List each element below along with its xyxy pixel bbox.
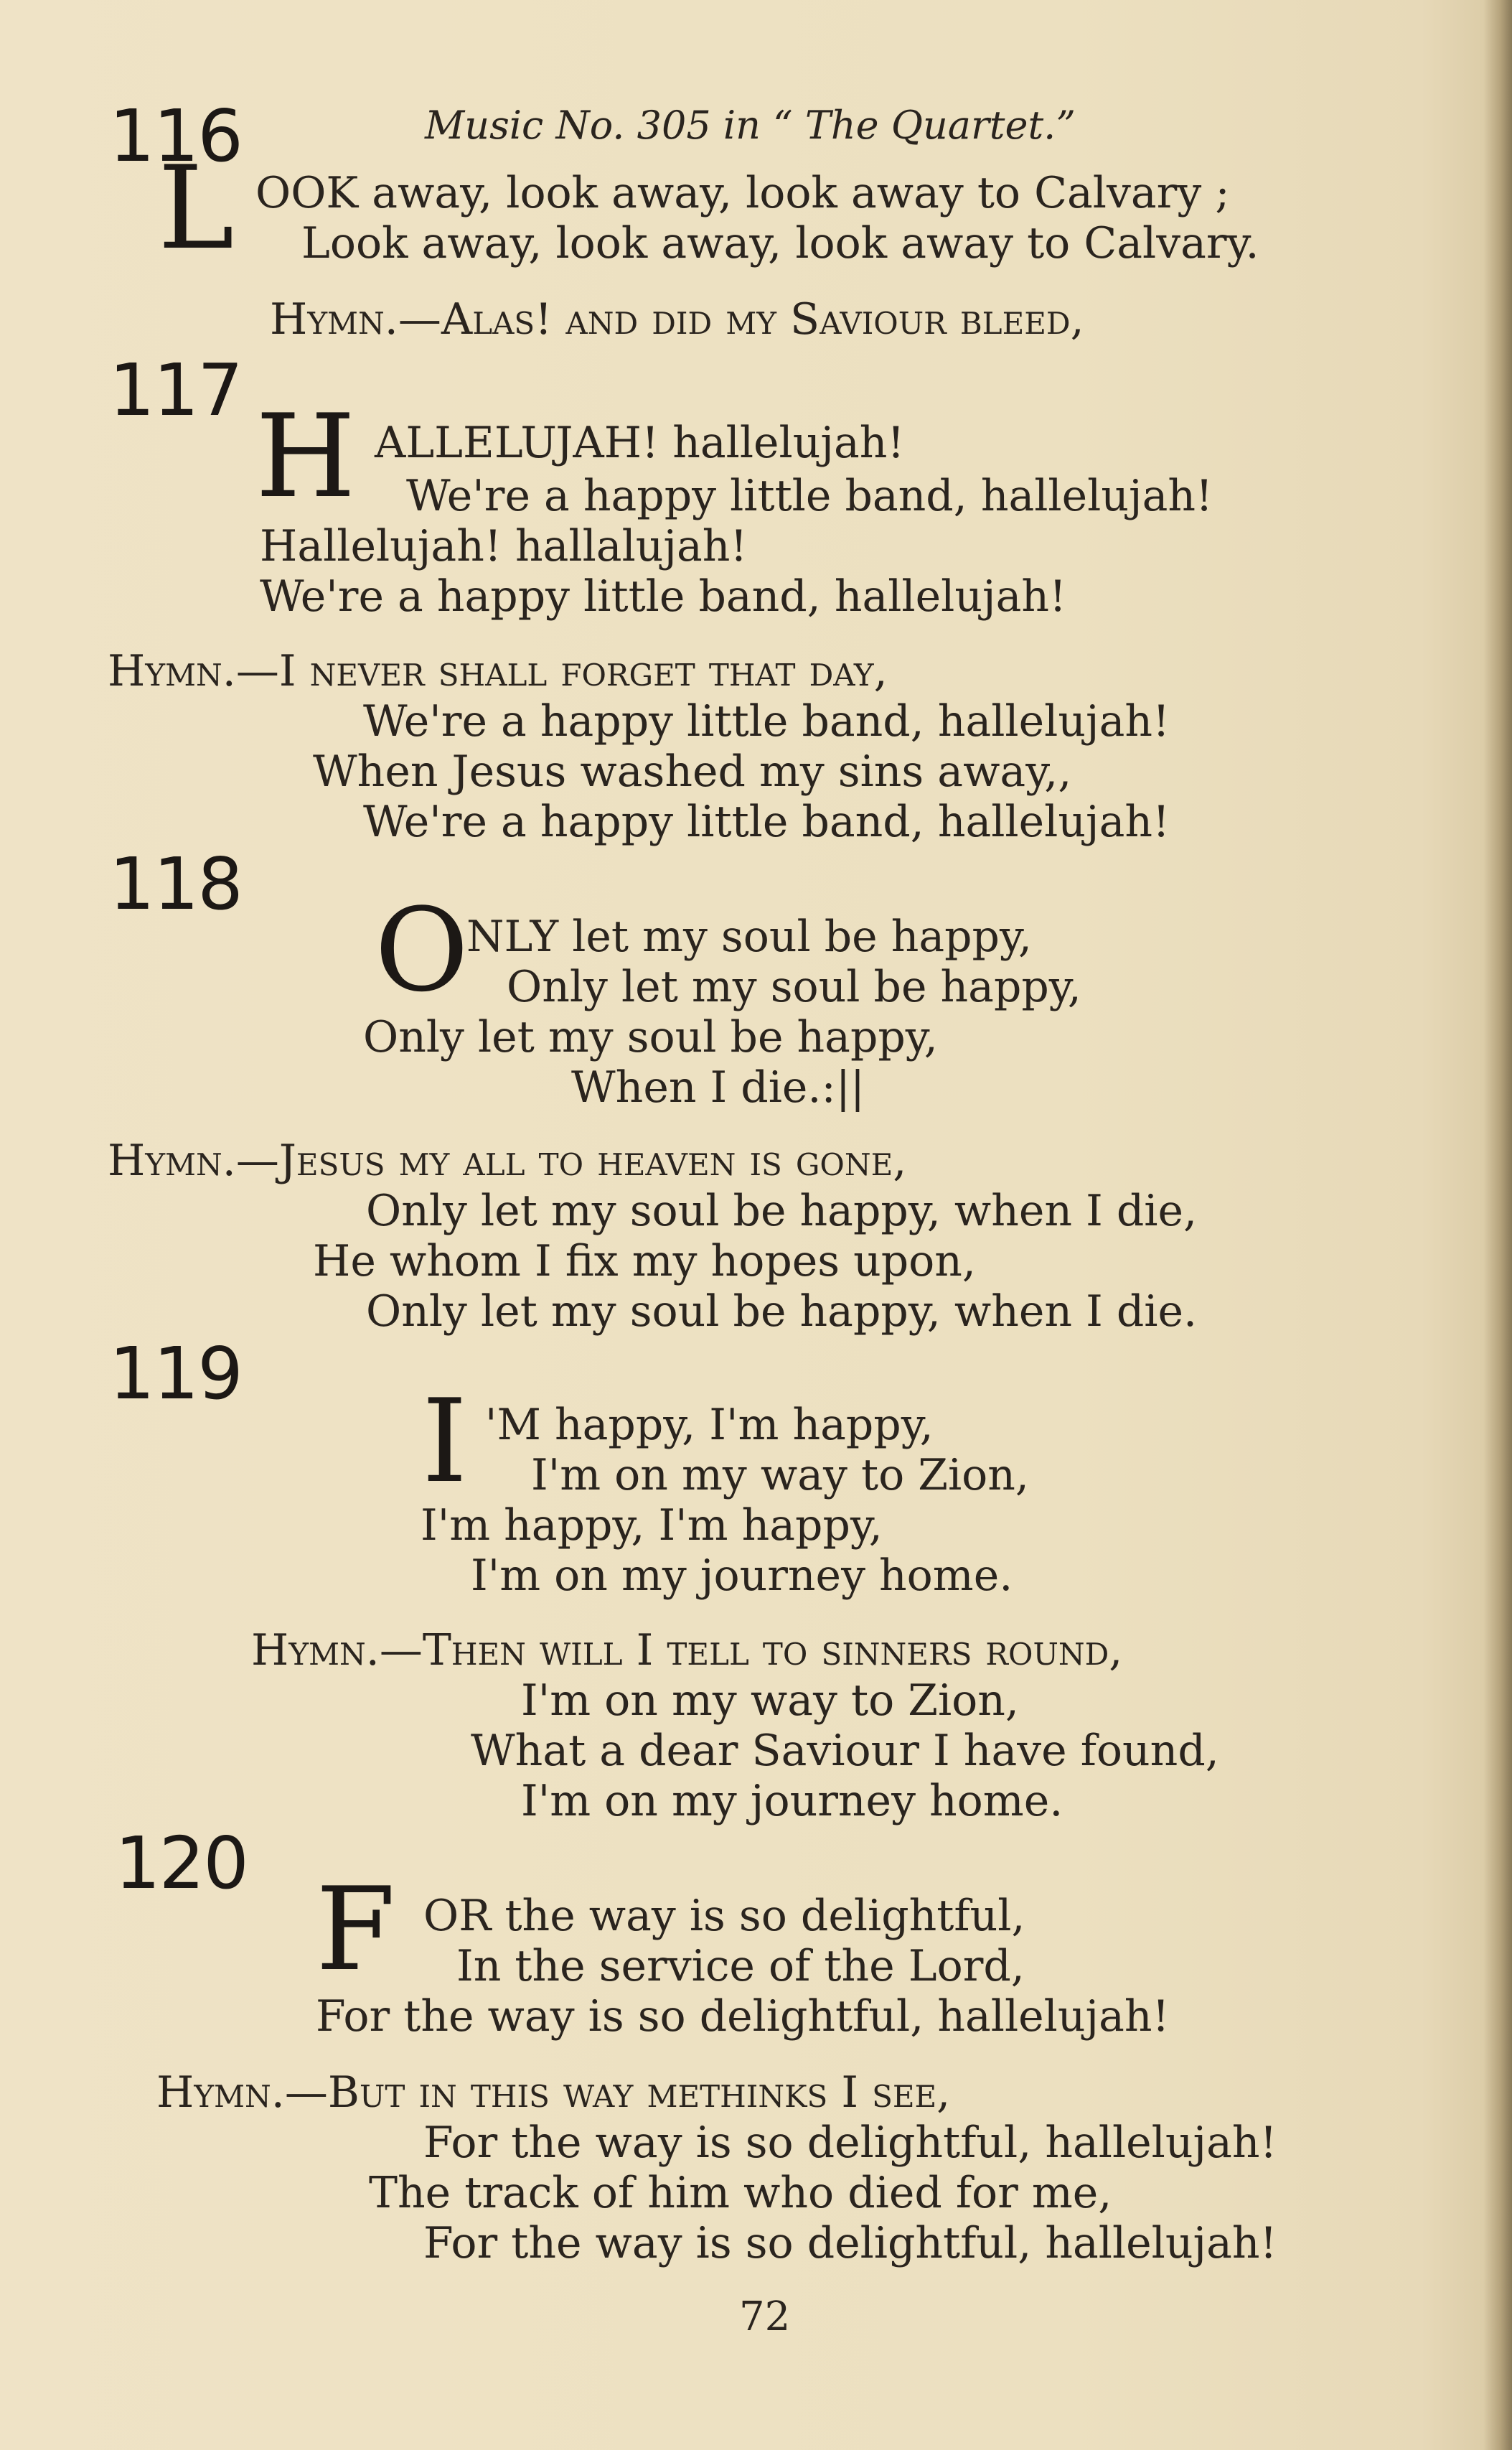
h120-hymn-2: For the way is so delightful, hallelujah!	[423, 2118, 1277, 2168]
h116-hymn: Hymn.—Alas! and did my Saviour bleed,	[270, 294, 1084, 345]
h117-hymn-1: Hymn.—I never shall forget that day,	[108, 646, 888, 696]
h117-hymn-3: When Jesus washed my sins away,,	[313, 747, 1072, 797]
h118-hymn-1: Hymn.—Jesus my all to heaven is gone,	[108, 1136, 907, 1186]
h119-hymn-2: I'm on my way to Zion,	[521, 1675, 1019, 1726]
h119-line-2: I'm on my way to Zion,	[531, 1450, 1029, 1500]
h119-hymn-4: I'm on my journey home.	[521, 1776, 1063, 1826]
h117-line-3: Hallelujah! hallalujah!	[260, 521, 748, 571]
hymn-number-116: 116	[109, 94, 242, 178]
h118-line-4: When I die.:||	[571, 1062, 865, 1113]
h119-line-4: I'm on my journey home.	[471, 1551, 1013, 1601]
hymn-number-120: 120	[115, 1821, 248, 1905]
music-reference: Music No. 305 in “ The Quartet.”	[425, 103, 1076, 148]
h120-hymn-3: The track of him who died for me,	[369, 2168, 1112, 2218]
h117-hymn-4: We're a happy little band, hallelujah!	[363, 797, 1170, 847]
h118-line-3: Only let my soul be happy,	[363, 1012, 938, 1062]
h117-line-1: ALLELUJAH! hallelujah!	[375, 418, 905, 468]
h117-line-4: We're a happy little band, hallelujah!	[260, 571, 1067, 622]
h119-line-1: 'M happy, I'm happy,	[485, 1400, 934, 1450]
hymn-number-119: 119	[109, 1332, 242, 1416]
h119-hymn-3: What a dear Saviour I have found,	[471, 1726, 1219, 1776]
h120-line-2: In the service of the Lord,	[456, 1941, 1025, 1991]
h117-hymn-2: We're a happy little band, hallelujah!	[363, 696, 1170, 747]
h116-line-1: OOK away, look away, look away to Calvary ;	[255, 168, 1230, 218]
h118-hymn-2: Only let my soul be happy, when I die,	[366, 1186, 1198, 1236]
drop-cap-O: O	[375, 883, 469, 1017]
h120-hymn-1: Hymn.—But in this way methinks I see,	[156, 2067, 951, 2118]
drop-cap-H: H	[255, 389, 356, 523]
h117-line-2: We're a happy little band, hallelujah!	[406, 471, 1213, 521]
h118-line-1: NLY let my soul be happy,	[466, 912, 1032, 962]
h118-hymn-4: Only let my soul be happy, when I die.	[366, 1286, 1198, 1337]
drop-cap-L: L	[158, 141, 235, 275]
h120-line-1: OR the way is so delightful,	[423, 1891, 1025, 1941]
h120-hymn-4: For the way is so delightful, hallelujah!	[423, 2218, 1277, 2268]
hymn-number-118: 118	[109, 842, 242, 926]
drop-cap-F: F	[316, 1862, 396, 1996]
hymn-number-117: 117	[109, 348, 242, 432]
h119-line-3: I'm happy, I'm happy,	[421, 1500, 883, 1551]
drop-cap-I: I	[422, 1374, 468, 1508]
h119-hymn-1: Hymn.—Then will I tell to sinners round,	[251, 1625, 1123, 1675]
page-number: 72	[739, 2294, 791, 2340]
h116-line-2: Look away, look away, look away to Calvary.	[301, 218, 1259, 268]
h118-hymn-3: He whom I fix my hopes upon,	[313, 1236, 976, 1286]
h120-line-3: For the way is so delightful, hallelujah!	[316, 1991, 1170, 2042]
h118-line-2: Only let my soul be happy,	[507, 962, 1081, 1012]
page-edge-shadow	[1483, 0, 1512, 2450]
